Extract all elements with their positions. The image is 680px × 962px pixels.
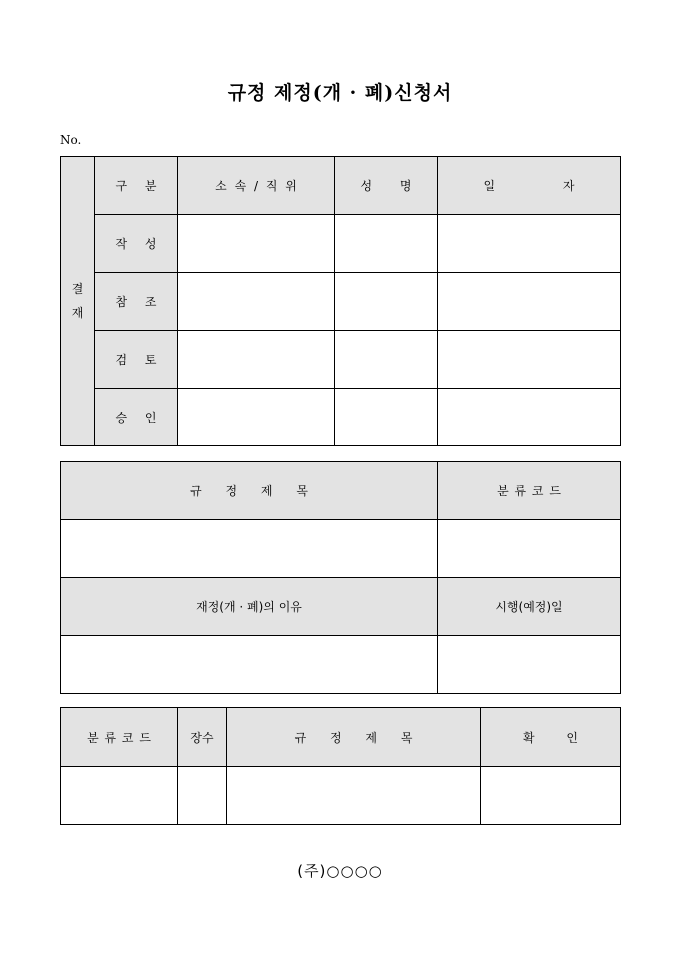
regulation-title-cell[interactable] (61, 520, 438, 578)
page-count-cell[interactable] (178, 767, 227, 825)
review-name-cell[interactable] (335, 331, 438, 389)
document-number-label: No. (60, 133, 82, 147)
classification-code-header: 분 류 코 드 (438, 462, 621, 520)
header-date: 일 자 (438, 157, 621, 215)
document-title: 규정 제정(개 · 폐)신청서 (227, 82, 453, 104)
approval-department-cell[interactable] (178, 389, 335, 446)
header-department-position: 소 속 / 직 위 (178, 157, 335, 215)
approval-table (60, 156, 621, 446)
row-label-review: 검 토 (95, 331, 178, 389)
author-department-cell[interactable] (178, 215, 335, 273)
regulation-info-table (60, 461, 621, 694)
attachment-title-cell[interactable] (227, 767, 481, 825)
confirmation-header: 확 인 (481, 708, 621, 767)
reference-name-cell[interactable] (335, 273, 438, 331)
row-label-reference: 참 조 (95, 273, 178, 331)
attachment-table (60, 707, 621, 825)
confirmation-cell[interactable] (481, 767, 621, 825)
author-name-cell[interactable] (335, 215, 438, 273)
reference-department-cell[interactable] (178, 273, 335, 331)
row-label-author: 작 성 (95, 215, 178, 273)
attachment-title-header: 규 정 제 목 (227, 708, 481, 767)
header-category: 구 분 (95, 157, 178, 215)
revision-reason-cell[interactable] (61, 636, 438, 694)
approval-date-cell[interactable] (438, 389, 621, 446)
effective-date-header: 시행(예정)일 (438, 578, 621, 636)
company-name: (주)○○○○ (297, 862, 383, 880)
approval-side-label: 결 재 (61, 157, 95, 446)
effective-date-cell[interactable] (438, 636, 621, 694)
header-name: 성 명 (335, 157, 438, 215)
review-date-cell[interactable] (438, 331, 621, 389)
attachment-code-header: 분 류 코 드 (61, 708, 178, 767)
attachment-code-cell[interactable] (61, 767, 178, 825)
row-label-approval: 승 인 (95, 389, 178, 446)
reference-date-cell[interactable] (438, 273, 621, 331)
revision-reason-header: 재정(개 · 폐)의 이유 (61, 578, 438, 636)
review-department-cell[interactable] (178, 331, 335, 389)
approval-name-cell[interactable] (335, 389, 438, 446)
classification-code-cell[interactable] (438, 520, 621, 578)
page-count-header: 장수 (178, 708, 227, 767)
regulation-title-header: 규 정 제 목 (61, 462, 438, 520)
author-date-cell[interactable] (438, 215, 621, 273)
